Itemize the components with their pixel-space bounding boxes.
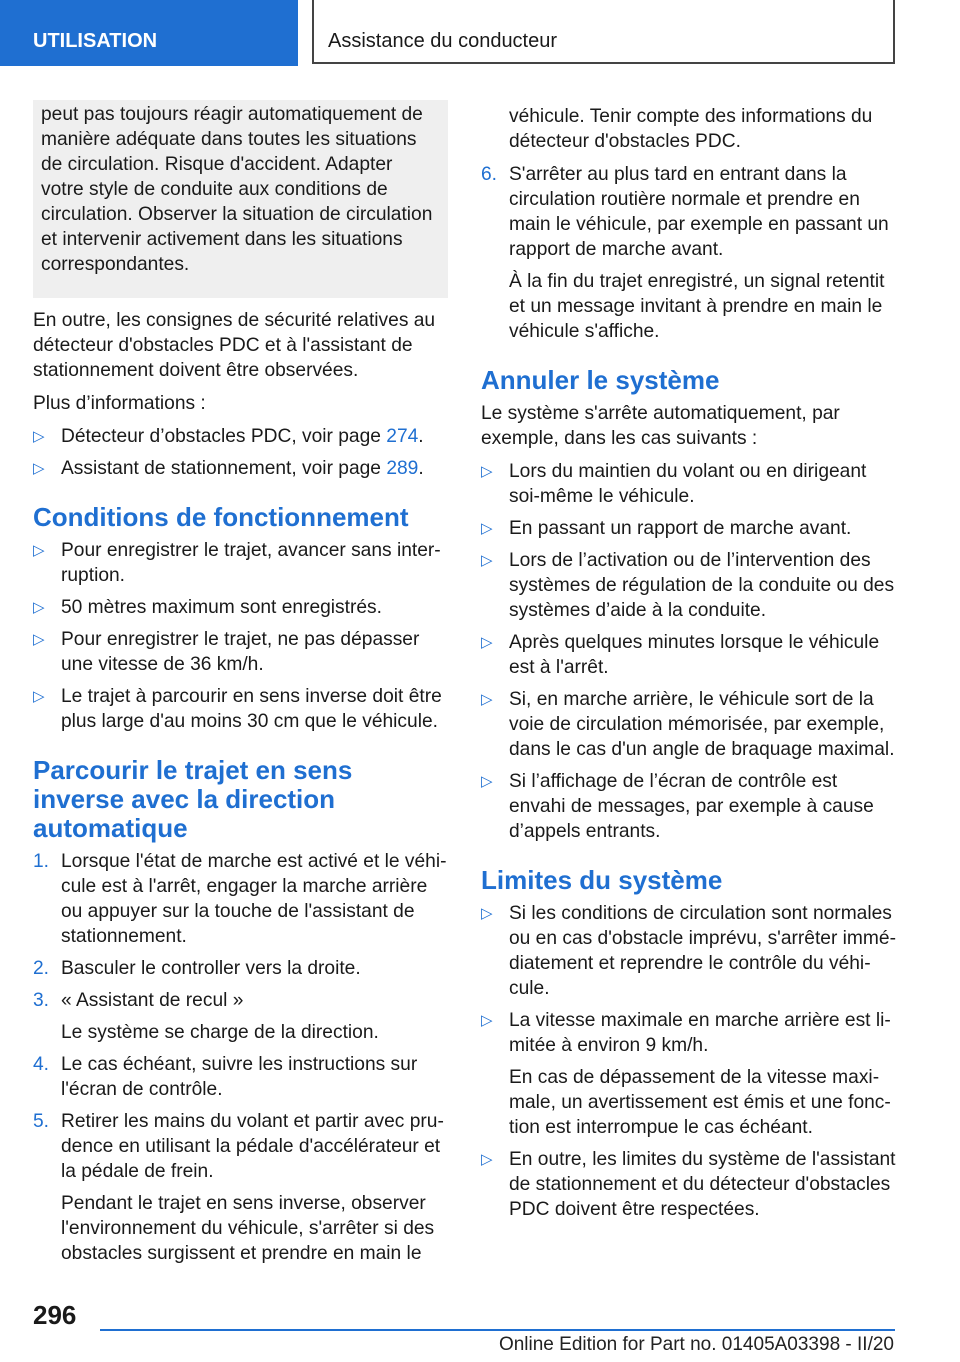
list-item: ▷ Si les conditions de circulation sont normales ou en cas d'obstacle imprévu, s'arrêter immédiatement et reprendre le contrôle du véhicule.: [481, 903, 896, 999]
list-item: ▷ Pour enregistrer le trajet, ne pas dépasser une vitesse de 36 km/h.: [33, 629, 420, 675]
heading-limites: Limites du système: [481, 865, 723, 895]
list-item: ▷ La vitesse maximale en marche arrière est limitée à environ 9 km/h. En cas de dépassement de la vitesse maximale, un avertissement est émis et une fonction est interrompue le cas échéant.: [481, 1010, 891, 1138]
triangle-bullet-icon: ▷: [481, 1012, 493, 1029]
reference-list: [33, 424, 448, 481]
triangle-bullet-icon: ▷: [33, 542, 45, 559]
conditions-list: [33, 538, 448, 734]
heading-annuler: Annuler le système: [481, 365, 720, 395]
list-item: 6. S'arrêter au plus tard en entrant dans la circulation routière normale et prendre en main le véhicule, par exemple en passant un rapport de marche avant. À la fin du trajet enregistré, un signal retentit et un message invitant à prendre en main le véhicule s'affiche.: [481, 164, 889, 342]
limites-list: [481, 901, 896, 1222]
right-column: [481, 104, 896, 1229]
edition-note: Online Edition for Part no. 01405A03398 - II/20: [498, 1334, 894, 1355]
left-column: [33, 100, 448, 1273]
warning-box: peut pas toujours réagir automatiquement de manière adéquate dans toutes les situations de circulation. Risque d'accident. Adapter votre style de conduite aux conditions de circulation. Observer la situation de circulation et intervenir activement dans les situations correspondantes.: [33, 100, 448, 298]
list-item: 2. Basculer le controller vers la droite.: [33, 958, 361, 979]
triangle-bullet-icon: ▷: [481, 520, 493, 537]
steps-list: [481, 162, 896, 344]
triangle-bullet-icon: ▷: [33, 631, 45, 648]
triangle-bullet-icon: ▷: [481, 1151, 493, 1168]
list-item: 5. Retirer les mains du volant et partir avec prudence en utilisant la pédale d'accélérateur et la pédale de frein. Pendant le trajet en sens inverse, observer l'environnement du véhicule, s'arrêter si des obstacles surgissent et prendre en main le: [33, 1111, 444, 1264]
paragraph: En outre, les consignes de sécurité relatives au détecteur d'obstacles PDC et à l'assistant de stationnement doivent être observées.: [33, 310, 436, 381]
triangle-bullet-icon: ▷: [481, 634, 493, 651]
list-item: ▷ Pour enregistrer le trajet, avancer sans interruption.: [33, 540, 441, 586]
list-item: ▷ Lors de l’activation ou de l’intervention des systèmes de régulation de la conduite ou des systèmes d’aide à la conduite.: [481, 550, 895, 621]
steps-list: [33, 849, 448, 1266]
list-item: ▷ Détecteur d’obstacles PDC, voir page 274.: [33, 426, 424, 447]
list-item: ▷ Si l’affichage de l’écran de contrôle est envahi de messages, par exemple à cause d’appels entrants.: [481, 771, 874, 842]
paragraph: Le système s'arrête automatiquement, par exemple, dans les cas suivants :: [481, 403, 840, 449]
heading-parcourir: Parcourir le trajet en sens inverse avec la direction automatique: [33, 755, 353, 843]
list-item: ▷ En outre, les limites du système de l'assistant de stationnement et du détecteur d'obstacles PDC doivent être respectées.: [481, 1149, 896, 1220]
list-item: ▷ Après quelques minutes lorsque le véhicule est à l'arrêt.: [481, 632, 880, 678]
list-item: ▷ Lors du maintien du volant ou en dirigeant soi-même le véhicule.: [481, 461, 867, 507]
list-item: ▷ Le trajet à parcourir en sens inverse doit être plus large d'au moins 30 cm que le véhicule.: [33, 686, 442, 732]
list-item: ▷ 50 mètres maximum sont enregistrés.: [33, 597, 382, 618]
page-link[interactable]: 274: [386, 426, 419, 447]
list-item: ▷ Si, en marche arrière, le véhicule sort de la voie de circulation mémorisée, par exemple, dans le cas d'un angle de braquage maximal.: [481, 689, 895, 760]
triangle-bullet-icon: ▷: [481, 691, 493, 708]
paragraph: Plus d’informations :: [33, 393, 206, 414]
triangle-bullet-icon: ▷: [33, 688, 45, 705]
list-item: ▷ Assistant de stationnement, voir page 289.: [33, 458, 424, 479]
heading-conditions: Conditions de fonctionnement: [33, 502, 409, 532]
triangle-bullet-icon: ▷: [481, 463, 493, 480]
list-item: 3. « Assistant de recul » Le système se charge de la direction.: [33, 990, 379, 1043]
triangle-bullet-icon: ▷: [33, 460, 45, 477]
page-link[interactable]: 289: [386, 458, 419, 479]
section-tab: UTILISATION: [0, 0, 298, 66]
page-number: 296: [33, 1300, 77, 1330]
triangle-bullet-icon: ▷: [33, 599, 45, 616]
triangle-bullet-icon: ▷: [481, 905, 493, 922]
triangle-bullet-icon: ▷: [33, 428, 45, 445]
chapter-title: Assistance du conducteur: [312, 0, 895, 64]
footer-rule: [100, 1329, 895, 1331]
triangle-bullet-icon: ▷: [481, 773, 493, 790]
paragraph: véhicule. Tenir compte des informations du détecteur d'obstacles PDC.: [509, 106, 873, 152]
triangle-bullet-icon: ▷: [481, 552, 493, 569]
list-item: ▷ En passant un rapport de marche avant.: [481, 518, 852, 539]
annuler-list: [481, 459, 896, 844]
list-item: 1. Lorsque l'état de marche est activé et le véhicule est à l'arrêt, engager la marche arrière ou appuyer sur la touche de l'assistant de stationnement.: [33, 851, 447, 947]
list-item: 4. Le cas échéant, suivre les instructions sur l'écran de contrôle.: [33, 1054, 418, 1100]
